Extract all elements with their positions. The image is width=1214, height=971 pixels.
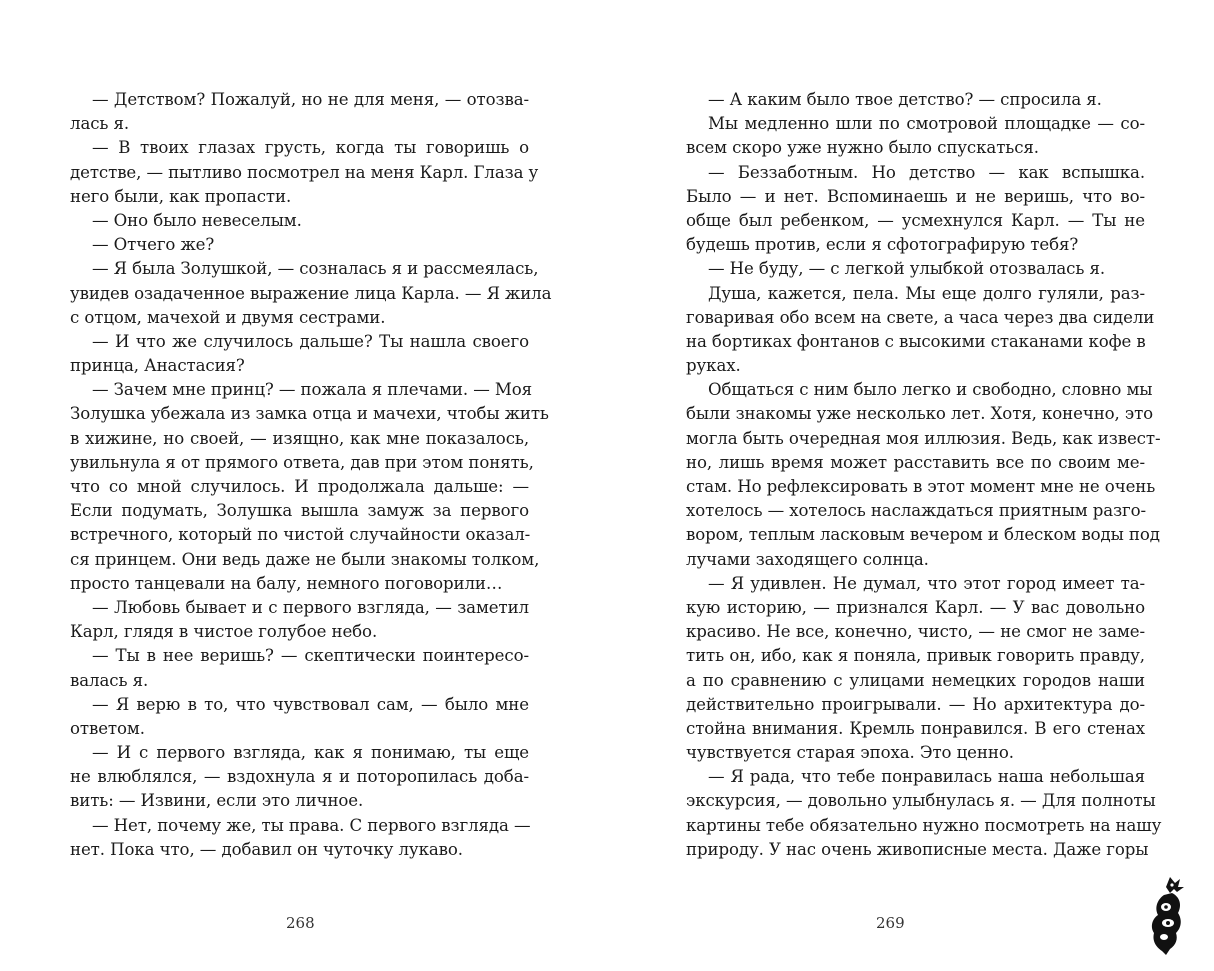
- text-line: лась я.: [70, 114, 130, 134]
- text-line: вить: — Извини, если это личное.: [70, 791, 364, 811]
- text-line: Золушка убежала из замка отца и мачехи, чтобы жить: [70, 404, 549, 424]
- left-page-text: [70, 88, 552, 862]
- text-line: Мы медленно шли по смотровой площадке — со-: [708, 114, 1145, 134]
- page-number-right: 269: [876, 914, 905, 932]
- text-line: в хижине, но своей, — изящно, как мне показалось,: [70, 428, 529, 448]
- text-line: экскурсия, — довольно улыбнулась я. — Для полноты: [686, 791, 1156, 811]
- right-page-text: [686, 88, 1162, 862]
- text-line: — А каким было твое детство? — спросила я.: [708, 90, 1102, 109]
- text-line: детстве, — пытливо посмотрел на меня Карл. Глаза у: [70, 162, 539, 182]
- text-line: ся принцем. Они ведь даже не были знакомы толком,: [70, 549, 540, 569]
- text-line: него были, как пропасти.: [70, 186, 292, 206]
- text-line: обще был ребенком, — усмехнулся Карл. — Ты не: [686, 210, 1145, 230]
- text-line: Карл, глядя в чистое голубое небо.: [70, 622, 378, 642]
- text-line: говаривая обо всем на свете, а часа через два сидели: [686, 307, 1155, 327]
- text-line: руках.: [686, 356, 741, 376]
- text-line: не влюблялся, — вздохнула я и поторопилась доба-: [70, 767, 529, 787]
- text-line: — В твоих глазах грусть, когда ты говоришь о: [92, 138, 529, 158]
- text-line: принца, Анастасия?: [70, 356, 245, 376]
- text-line: — Я верю в то, что чувствовал сам, — было мне: [92, 694, 529, 714]
- text-line: — Зачем мне принц? — пожала я плечами. — Моя: [92, 380, 533, 400]
- text-line: чувствуется старая эпоха. Это ценно.: [686, 743, 1014, 763]
- text-line: хотелось — хотелось наслаждаться приятным разго-: [686, 501, 1147, 521]
- text-line: — Детством? Пожалуй, но не для меня, — отозва-: [92, 90, 529, 109]
- page-number-left: 268: [286, 914, 315, 932]
- text-line: кую историю, — признался Карл. — У вас довольно: [686, 597, 1145, 617]
- text-line: были знакомы уже несколько лет. Хотя, конечно, это: [686, 404, 1154, 424]
- text-line: — Я была Золушкой, — созналась я и рассмеялась,: [92, 259, 539, 279]
- text-line: будешь против, если я сфотографирую тебя?: [686, 235, 1079, 255]
- text-line: — Не буду, — с легкой улыбкой отозвалась я.: [708, 259, 1106, 279]
- text-line: картины тебе обязательно нужно посмотреть на нашу: [686, 815, 1162, 835]
- text-line: — Я рада, что тебе понравилась наша небольшая: [708, 767, 1145, 787]
- text-line: действительно проигрывали. — Но архитектура до-: [686, 694, 1145, 714]
- text-line: всем скоро уже нужно было спускаться.: [686, 138, 1039, 158]
- text-line: что со мной случилось. И продолжала дальше: —: [70, 477, 529, 496]
- text-line: лучами заходящего солнца.: [686, 549, 929, 569]
- text-line: — Беззаботным. Но детство — как вспышка.: [708, 162, 1145, 182]
- text-line: стам. Но рефлексировать в этот момент мне не очень: [686, 477, 1156, 496]
- text-line: Если подумать, Золушка вышла замуж за первого: [70, 501, 529, 521]
- text-line: — Отчего же?: [92, 235, 215, 255]
- text-line: — Я удивлен. Не думал, что этот город имеет та-: [708, 573, 1145, 593]
- text-line: Душа, кажется, пела. Мы еще долго гуляли, раз-: [708, 283, 1145, 303]
- text-line: красиво. Не все, конечно, чисто, — не смог не заме-: [686, 622, 1145, 642]
- text-line: а по сравнению с улицами немецких городов наши: [686, 670, 1145, 690]
- text-line: — Оно было невеселым.: [92, 210, 302, 230]
- text-line: Было — и нет. Вспоминаешь и не веришь, что во-: [686, 186, 1145, 206]
- text-line: тить он, ибо, как я поняла, привык говорить правду,: [686, 646, 1145, 666]
- text-line: увидев озадаченное выражение лица Карла. — Я жила: [70, 283, 552, 303]
- text-line: природу. У нас очень живописные места. Даже горы: [686, 839, 1149, 859]
- text-line: встречного, который по чистой случайности оказал-: [70, 525, 531, 545]
- text-line: увильнула я от прямого ответа, дав при этом понять,: [70, 452, 534, 472]
- text-line: Общаться с ним было легко и свободно, словно мы: [708, 380, 1153, 400]
- text-line: вором, теплым ласковым вечером и блеском воды под: [686, 525, 1160, 545]
- text-line: с отцом, мачехой и двумя сестрами.: [70, 307, 386, 327]
- text-line: но, лишь время может расставить все по своим ме-: [686, 452, 1145, 472]
- text-line: — И с первого взгляда, как я понимаю, ты еще: [92, 743, 529, 763]
- text-line: — И что же случилось дальше? Ты нашла своего: [92, 331, 529, 351]
- text-line: нет. Пока что, — добавил он чуточку лукаво.: [70, 839, 463, 859]
- text-line: — Нет, почему же, ты права. С первого взгляда —: [92, 815, 531, 835]
- text-line: стойна внимания. Кремль понравился. В его стенах: [686, 718, 1145, 738]
- text-line: — Ты в нее веришь? — скептически поинтересо-: [92, 646, 529, 666]
- text-line: могла быть очередная моя иллюзия. Ведь, как извест-: [686, 428, 1161, 448]
- text-line: валась я.: [70, 670, 149, 690]
- text-line: — Любовь бывает и с первого взгляда, — заметил: [92, 597, 529, 617]
- tribal-ornament-icon: [1142, 875, 1190, 957]
- right-page: [607, 0, 1214, 971]
- text-line: ответом.: [70, 718, 145, 738]
- text-line: на бортиках фонтанов с высокими стаканами кофе в: [686, 331, 1146, 351]
- text-line: просто танцевали на балу, немного поговорили…: [70, 573, 503, 593]
